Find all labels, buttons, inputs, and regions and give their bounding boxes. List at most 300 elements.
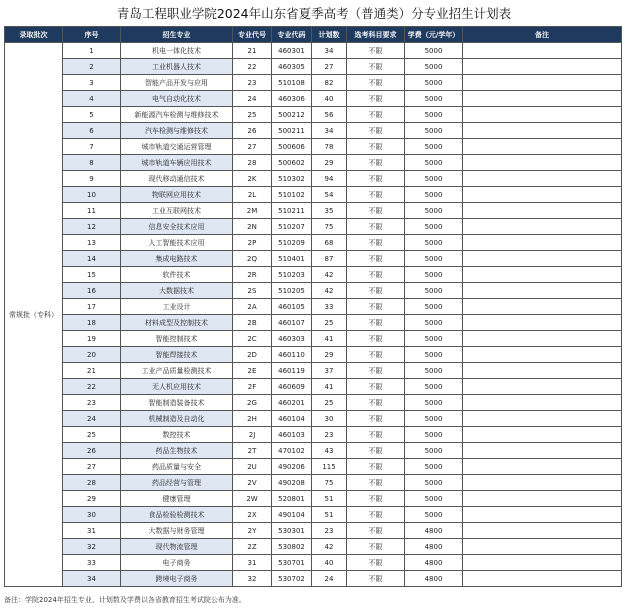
cell-req: 不限 bbox=[347, 107, 405, 123]
cell-note bbox=[463, 171, 622, 187]
cell-plan: 42 bbox=[312, 267, 347, 283]
cell-plan: 42 bbox=[312, 539, 347, 555]
table-row bbox=[5, 555, 622, 571]
table-row bbox=[5, 43, 622, 59]
cell-fee: 5000 bbox=[405, 507, 463, 523]
cell-fee: 5000 bbox=[405, 251, 463, 267]
cell-plan: 115 bbox=[312, 459, 347, 475]
cell-major: 机械制造及自动化 bbox=[121, 411, 233, 427]
cell-major-code: 460306 bbox=[272, 91, 312, 107]
cell-req: 不限 bbox=[347, 363, 405, 379]
cell-note bbox=[463, 91, 622, 107]
cell-major: 智能制造装备技术 bbox=[121, 395, 233, 411]
cell-note bbox=[463, 427, 622, 443]
cell-note bbox=[463, 539, 622, 555]
cell-no: 18 bbox=[63, 315, 121, 331]
cell-no: 16 bbox=[63, 283, 121, 299]
cell-code: 23 bbox=[233, 75, 272, 91]
cell-major-code: 500602 bbox=[272, 155, 312, 171]
cell-note bbox=[463, 491, 622, 507]
table-row bbox=[5, 363, 622, 379]
cell-fee: 5000 bbox=[405, 139, 463, 155]
cell-code: 2C bbox=[233, 331, 272, 347]
cell-plan: 41 bbox=[312, 331, 347, 347]
cell-fee: 5000 bbox=[405, 427, 463, 443]
cell-plan: 29 bbox=[312, 347, 347, 363]
cell-major: 工业设计 bbox=[121, 299, 233, 315]
cell-major: 物联网应用技术 bbox=[121, 187, 233, 203]
cell-no: 34 bbox=[63, 571, 121, 587]
table-row bbox=[5, 59, 622, 75]
cell-req: 不限 bbox=[347, 539, 405, 555]
cell-note bbox=[463, 363, 622, 379]
table-row bbox=[5, 235, 622, 251]
cell-req: 不限 bbox=[347, 203, 405, 219]
cell-major: 食品检验检测技术 bbox=[121, 507, 233, 523]
cell-note bbox=[463, 331, 622, 347]
cell-major: 软件技术 bbox=[121, 267, 233, 283]
cell-major: 集成电路技术 bbox=[121, 251, 233, 267]
cell-fee: 5000 bbox=[405, 395, 463, 411]
cell-major-code: 530802 bbox=[272, 539, 312, 555]
cell-major: 无人机应用技术 bbox=[121, 379, 233, 395]
cell-note bbox=[463, 411, 622, 427]
cell-note bbox=[463, 507, 622, 523]
cell-major: 材料成型及控制技术 bbox=[121, 315, 233, 331]
cell-major: 工业机器人技术 bbox=[121, 59, 233, 75]
cell-req: 不限 bbox=[347, 267, 405, 283]
cell-note bbox=[463, 235, 622, 251]
cell-no: 8 bbox=[63, 155, 121, 171]
cell-note bbox=[463, 219, 622, 235]
cell-plan: 51 bbox=[312, 491, 347, 507]
cell-req: 不限 bbox=[347, 91, 405, 107]
cell-code: 2N bbox=[233, 219, 272, 235]
cell-plan: 94 bbox=[312, 171, 347, 187]
cell-req: 不限 bbox=[347, 187, 405, 203]
cell-major-code: 530701 bbox=[272, 555, 312, 571]
cell-code: 27 bbox=[233, 139, 272, 155]
cell-code: 2B bbox=[233, 315, 272, 331]
cell-fee: 5000 bbox=[405, 171, 463, 187]
page-title: 青岛工程职业学院2024年山东省夏季高考（普通类）分专业招生计划表 bbox=[116, 6, 512, 21]
cell-note bbox=[463, 299, 622, 315]
cell-fee: 5000 bbox=[405, 443, 463, 459]
cell-note bbox=[463, 267, 622, 283]
cell-major-code: 460104 bbox=[272, 411, 312, 427]
cell-major: 信息安全技术应用 bbox=[121, 219, 233, 235]
cell-note bbox=[463, 523, 622, 539]
cell-major-code: 520801 bbox=[272, 491, 312, 507]
cell-note bbox=[463, 43, 622, 59]
cell-plan: 41 bbox=[312, 379, 347, 395]
cell-fee: 5000 bbox=[405, 59, 463, 75]
cell-note bbox=[463, 459, 622, 475]
cell-major: 药品经营与管理 bbox=[121, 475, 233, 491]
cell-plan: 23 bbox=[312, 523, 347, 539]
cell-code: 2M bbox=[233, 203, 272, 219]
cell-plan: 25 bbox=[312, 315, 347, 331]
cell-major-code: 510302 bbox=[272, 171, 312, 187]
table-row bbox=[5, 267, 622, 283]
table-row bbox=[5, 379, 622, 395]
cell-req: 不限 bbox=[347, 75, 405, 91]
cell-req: 不限 bbox=[347, 459, 405, 475]
table-row bbox=[5, 123, 622, 139]
cell-major: 健康管理 bbox=[121, 491, 233, 507]
cell-major: 现代移动通信技术 bbox=[121, 171, 233, 187]
cell-code: 21 bbox=[233, 43, 272, 59]
column-header: 选考科目要求 bbox=[347, 27, 405, 43]
cell-req: 不限 bbox=[347, 475, 405, 491]
cell-no: 12 bbox=[63, 219, 121, 235]
cell-major-code: 510203 bbox=[272, 267, 312, 283]
cell-major: 大数据与财务管理 bbox=[121, 523, 233, 539]
cell-req: 不限 bbox=[347, 523, 405, 539]
cell-code: 2U bbox=[233, 459, 272, 475]
cell-code: 2T bbox=[233, 443, 272, 459]
cell-code: 2S bbox=[233, 283, 272, 299]
table-header-row bbox=[5, 27, 622, 43]
cell-fee: 5000 bbox=[405, 235, 463, 251]
table-row bbox=[5, 251, 622, 267]
cell-fee: 5000 bbox=[405, 315, 463, 331]
cell-req: 不限 bbox=[347, 283, 405, 299]
cell-fee: 5000 bbox=[405, 459, 463, 475]
column-header: 录取批次 bbox=[5, 27, 63, 43]
cell-fee: 5000 bbox=[405, 123, 463, 139]
cell-note bbox=[463, 395, 622, 411]
cell-plan: 27 bbox=[312, 59, 347, 75]
cell-major-code: 460301 bbox=[272, 43, 312, 59]
cell-req: 不限 bbox=[347, 315, 405, 331]
cell-fee: 5000 bbox=[405, 155, 463, 171]
cell-no: 2 bbox=[63, 59, 121, 75]
cell-major: 跨境电子商务 bbox=[121, 571, 233, 587]
cell-major: 城市轨道交通运营管理 bbox=[121, 139, 233, 155]
cell-req: 不限 bbox=[347, 379, 405, 395]
cell-note bbox=[463, 315, 622, 331]
cell-no: 1 bbox=[63, 43, 121, 59]
cell-code: 28 bbox=[233, 155, 272, 171]
cell-fee: 4800 bbox=[405, 523, 463, 539]
cell-fee: 5000 bbox=[405, 107, 463, 123]
cell-code: 2Y bbox=[233, 523, 272, 539]
cell-fee: 5000 bbox=[405, 491, 463, 507]
cell-plan: 40 bbox=[312, 91, 347, 107]
cell-plan: 87 bbox=[312, 251, 347, 267]
cell-major-code: 510102 bbox=[272, 187, 312, 203]
cell-major-code: 490206 bbox=[272, 459, 312, 475]
cell-no: 17 bbox=[63, 299, 121, 315]
cell-no: 4 bbox=[63, 91, 121, 107]
cell-no: 22 bbox=[63, 379, 121, 395]
cell-req: 不限 bbox=[347, 571, 405, 587]
cell-no: 31 bbox=[63, 523, 121, 539]
cell-plan: 30 bbox=[312, 411, 347, 427]
cell-major-code: 460105 bbox=[272, 299, 312, 315]
table-row bbox=[5, 507, 622, 523]
cell-major-code: 510209 bbox=[272, 235, 312, 251]
cell-note bbox=[463, 75, 622, 91]
table-row bbox=[5, 299, 622, 315]
cell-fee: 5000 bbox=[405, 187, 463, 203]
cell-code: 31 bbox=[233, 555, 272, 571]
cell-no: 26 bbox=[63, 443, 121, 459]
table-row bbox=[5, 539, 622, 555]
cell-code: 2E bbox=[233, 363, 272, 379]
column-header: 学费（元/学年） bbox=[405, 27, 463, 43]
cell-major-code: 460305 bbox=[272, 59, 312, 75]
cell-code: 2R bbox=[233, 267, 272, 283]
cell-major: 药品质量与安全 bbox=[121, 459, 233, 475]
table-row bbox=[5, 331, 622, 347]
cell-code: 2F bbox=[233, 379, 272, 395]
cell-plan: 34 bbox=[312, 123, 347, 139]
cell-code: 2W bbox=[233, 491, 272, 507]
cell-no: 33 bbox=[63, 555, 121, 571]
cell-code: 2Z bbox=[233, 539, 272, 555]
cell-req: 不限 bbox=[347, 59, 405, 75]
cell-plan: 34 bbox=[312, 43, 347, 59]
cell-no: 5 bbox=[63, 107, 121, 123]
cell-major: 汽车检测与维修技术 bbox=[121, 123, 233, 139]
cell-no: 11 bbox=[63, 203, 121, 219]
table-row bbox=[5, 107, 622, 123]
cell-note bbox=[463, 443, 622, 459]
cell-no: 10 bbox=[63, 187, 121, 203]
cell-major: 电气自动化技术 bbox=[121, 91, 233, 107]
cell-note bbox=[463, 251, 622, 267]
cell-note bbox=[463, 571, 622, 587]
cell-major: 机电一体化技术 bbox=[121, 43, 233, 59]
cell-plan: 56 bbox=[312, 107, 347, 123]
cell-code: 2Q bbox=[233, 251, 272, 267]
cell-major-code: 510211 bbox=[272, 203, 312, 219]
enrollment-plan-table bbox=[4, 26, 622, 587]
cell-plan: 33 bbox=[312, 299, 347, 315]
cell-no: 7 bbox=[63, 139, 121, 155]
cell-major-code: 510108 bbox=[272, 75, 312, 91]
table-row bbox=[5, 283, 622, 299]
cell-major-code: 460609 bbox=[272, 379, 312, 395]
cell-plan: 75 bbox=[312, 219, 347, 235]
cell-major-code: 500606 bbox=[272, 139, 312, 155]
cell-fee: 5000 bbox=[405, 43, 463, 59]
table-row bbox=[5, 523, 622, 539]
cell-fee: 5000 bbox=[405, 91, 463, 107]
cell-code: 2D bbox=[233, 347, 272, 363]
cell-note bbox=[463, 203, 622, 219]
cell-plan: 37 bbox=[312, 363, 347, 379]
cell-code: 22 bbox=[233, 59, 272, 75]
table-row bbox=[5, 411, 622, 427]
column-header: 专业代码 bbox=[272, 27, 312, 43]
table-row bbox=[5, 155, 622, 171]
table-row bbox=[5, 395, 622, 411]
cell-major-code: 460303 bbox=[272, 331, 312, 347]
table-row bbox=[5, 475, 622, 491]
table-row bbox=[5, 171, 622, 187]
cell-major-code: 490104 bbox=[272, 507, 312, 523]
cell-major: 智能控制技术 bbox=[121, 331, 233, 347]
table-row bbox=[5, 203, 622, 219]
column-header: 计划数 bbox=[312, 27, 347, 43]
cell-req: 不限 bbox=[347, 235, 405, 251]
cell-note bbox=[463, 123, 622, 139]
cell-major: 智能产品开发与应用 bbox=[121, 75, 233, 91]
cell-plan: 68 bbox=[312, 235, 347, 251]
table-row bbox=[5, 427, 622, 443]
cell-fee: 5000 bbox=[405, 363, 463, 379]
table-row bbox=[5, 187, 622, 203]
cell-major-code: 510401 bbox=[272, 251, 312, 267]
cell-fee: 5000 bbox=[405, 283, 463, 299]
cell-code: 2P bbox=[233, 235, 272, 251]
cell-plan: 82 bbox=[312, 75, 347, 91]
cell-major: 现代物流管理 bbox=[121, 539, 233, 555]
cell-no: 21 bbox=[63, 363, 121, 379]
cell-code: 2K bbox=[233, 171, 272, 187]
column-header: 序号 bbox=[63, 27, 121, 43]
cell-major-code: 510207 bbox=[272, 219, 312, 235]
cell-major-code: 530301 bbox=[272, 523, 312, 539]
cell-req: 不限 bbox=[347, 331, 405, 347]
cell-note bbox=[463, 155, 622, 171]
cell-major: 电子商务 bbox=[121, 555, 233, 571]
cell-req: 不限 bbox=[347, 251, 405, 267]
cell-no: 29 bbox=[63, 491, 121, 507]
cell-major-code: 530702 bbox=[272, 571, 312, 587]
table-row bbox=[5, 139, 622, 155]
cell-req: 不限 bbox=[347, 555, 405, 571]
cell-plan: 54 bbox=[312, 187, 347, 203]
cell-req: 不限 bbox=[347, 443, 405, 459]
cell-no: 6 bbox=[63, 123, 121, 139]
cell-req: 不限 bbox=[347, 507, 405, 523]
table-row bbox=[5, 571, 622, 587]
cell-no: 23 bbox=[63, 395, 121, 411]
cell-code: 2L bbox=[233, 187, 272, 203]
table-row bbox=[5, 347, 622, 363]
cell-req: 不限 bbox=[347, 123, 405, 139]
cell-fee: 5000 bbox=[405, 331, 463, 347]
cell-fee: 5000 bbox=[405, 411, 463, 427]
cell-fee: 4800 bbox=[405, 571, 463, 587]
footer-note: 备注：学院2024年招生专业、计划数及学费以各省教育招生考试院公布为准。 bbox=[4, 596, 246, 604]
cell-no: 13 bbox=[63, 235, 121, 251]
table-row bbox=[5, 91, 622, 107]
cell-major-code: 460107 bbox=[272, 315, 312, 331]
cell-code: 2H bbox=[233, 411, 272, 427]
cell-note bbox=[463, 347, 622, 363]
cell-req: 不限 bbox=[347, 411, 405, 427]
cell-major: 工业产品质量检测技术 bbox=[121, 363, 233, 379]
column-header: 备注 bbox=[463, 27, 622, 43]
cell-note bbox=[463, 107, 622, 123]
cell-plan: 29 bbox=[312, 155, 347, 171]
cell-plan: 40 bbox=[312, 555, 347, 571]
cell-fee: 5000 bbox=[405, 203, 463, 219]
cell-plan: 42 bbox=[312, 283, 347, 299]
cell-no: 19 bbox=[63, 331, 121, 347]
cell-note bbox=[463, 139, 622, 155]
cell-code: 25 bbox=[233, 107, 272, 123]
cell-note bbox=[463, 187, 622, 203]
cell-major-code: 470102 bbox=[272, 443, 312, 459]
cell-req: 不限 bbox=[347, 395, 405, 411]
cell-code: 32 bbox=[233, 571, 272, 587]
cell-no: 14 bbox=[63, 251, 121, 267]
cell-no: 27 bbox=[63, 459, 121, 475]
table-row bbox=[5, 75, 622, 91]
cell-code: 2V bbox=[233, 475, 272, 491]
cell-major: 新能源汽车检测与维修技术 bbox=[121, 107, 233, 123]
cell-code: 2A bbox=[233, 299, 272, 315]
cell-req: 不限 bbox=[347, 155, 405, 171]
cell-major: 大数据技术 bbox=[121, 283, 233, 299]
cell-note bbox=[463, 283, 622, 299]
cell-major: 城市轨道车辆应用技术 bbox=[121, 155, 233, 171]
cell-major-code: 460110 bbox=[272, 347, 312, 363]
cell-no: 30 bbox=[63, 507, 121, 523]
batch-cell: 常规批（专科） bbox=[5, 43, 63, 587]
cell-no: 20 bbox=[63, 347, 121, 363]
cell-fee: 5000 bbox=[405, 299, 463, 315]
cell-no: 24 bbox=[63, 411, 121, 427]
cell-plan: 24 bbox=[312, 571, 347, 587]
cell-major-code: 510205 bbox=[272, 283, 312, 299]
cell-no: 25 bbox=[63, 427, 121, 443]
cell-plan: 43 bbox=[312, 443, 347, 459]
cell-plan: 35 bbox=[312, 203, 347, 219]
cell-code: 2J bbox=[233, 427, 272, 443]
table-row bbox=[5, 219, 622, 235]
cell-req: 不限 bbox=[347, 347, 405, 363]
cell-major: 人工智能技术应用 bbox=[121, 235, 233, 251]
cell-plan: 75 bbox=[312, 475, 347, 491]
cell-no: 3 bbox=[63, 75, 121, 91]
cell-major: 工业互联网技术 bbox=[121, 203, 233, 219]
cell-no: 32 bbox=[63, 539, 121, 555]
cell-code: 24 bbox=[233, 91, 272, 107]
cell-req: 不限 bbox=[347, 139, 405, 155]
cell-req: 不限 bbox=[347, 219, 405, 235]
cell-fee: 4800 bbox=[405, 539, 463, 555]
cell-major-code: 500212 bbox=[272, 107, 312, 123]
table-row bbox=[5, 443, 622, 459]
cell-major-code: 460103 bbox=[272, 427, 312, 443]
cell-plan: 78 bbox=[312, 139, 347, 155]
table-row bbox=[5, 491, 622, 507]
cell-req: 不限 bbox=[347, 171, 405, 187]
cell-major-code: 460201 bbox=[272, 395, 312, 411]
column-header: 专业代号 bbox=[233, 27, 272, 43]
cell-fee: 5000 bbox=[405, 379, 463, 395]
cell-req: 不限 bbox=[347, 43, 405, 59]
cell-note bbox=[463, 379, 622, 395]
cell-fee: 4800 bbox=[405, 555, 463, 571]
cell-no: 9 bbox=[63, 171, 121, 187]
cell-note bbox=[463, 475, 622, 491]
cell-plan: 25 bbox=[312, 395, 347, 411]
cell-major: 数控技术 bbox=[121, 427, 233, 443]
cell-major: 药品生物技术 bbox=[121, 443, 233, 459]
cell-req: 不限 bbox=[347, 491, 405, 507]
cell-fee: 5000 bbox=[405, 219, 463, 235]
cell-req: 不限 bbox=[347, 299, 405, 315]
cell-req: 不限 bbox=[347, 427, 405, 443]
